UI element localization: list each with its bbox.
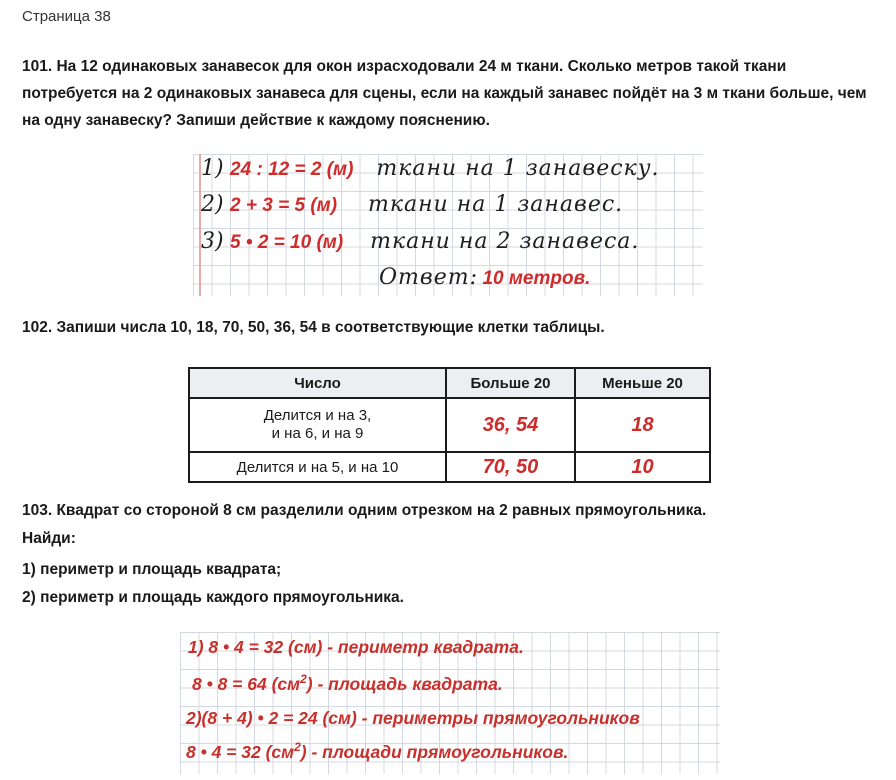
- explanation: ткани на 2 занавеса.: [370, 229, 640, 254]
- superscript: 2: [294, 740, 301, 754]
- solution-text: ) - площади прямоугольников.: [300, 741, 569, 762]
- line-number: 1): [201, 156, 224, 181]
- answer-label: Ответ:: [379, 265, 478, 290]
- table-row: [189, 398, 710, 452]
- cell-less: 18: [575, 398, 710, 452]
- solution-line-2: [201, 192, 623, 217]
- task-101-notebook: [193, 154, 703, 296]
- row-label: Делится и на 5, и на 10: [189, 452, 446, 482]
- answer-line: [379, 265, 590, 290]
- solution-line-3: [201, 229, 639, 254]
- solution-line-1: [201, 156, 659, 181]
- solution-line-1: 1) 8 • 4 = 32 (см) - периметр квадрата.: [188, 637, 524, 657]
- explanation: ткани на 1 занавеску.: [376, 156, 660, 181]
- task-103-line-3: 1) периметр и площадь квадрата;: [22, 561, 282, 578]
- task-103-line-2: Найди:: [22, 530, 76, 547]
- cell-more: 36, 54: [446, 398, 575, 452]
- line-number: 3): [201, 229, 224, 254]
- page-label: Страница 38: [22, 8, 111, 25]
- header-more-20: Больше 20: [446, 368, 575, 398]
- row-label: [189, 398, 446, 452]
- answer-value: 10 метров.: [482, 268, 591, 289]
- task-102-text: 102. Запиши числа 10, 18, 70, 50, 36, 54 в соответствующие клетки таблицы.: [22, 319, 605, 336]
- solution-line-2: [192, 672, 503, 695]
- task-103-line-1: 103. Квадрат со стороной 8 см разделили одним отрезком на 2 равных прямоугольника.: [22, 502, 707, 519]
- expression: 5 • 2 = 10 (м): [230, 232, 344, 253]
- header-less-20: Меньше 20: [575, 368, 710, 398]
- header-number: Число: [189, 368, 446, 398]
- solution-line-3: 2)(8 + 4) • 2 = 24 (см) - периметры прямоугольников: [186, 708, 640, 728]
- row-label-line: Делится и на 3,: [263, 407, 372, 424]
- expression: 24 : 12 = 2 (м): [230, 159, 354, 180]
- expression: 2 + 3 = 5 (м): [230, 195, 338, 216]
- numbers-table: [188, 367, 711, 483]
- solution-text: 8 • 4 = 32 (см: [186, 741, 295, 762]
- task-101-text: 101. На 12 одинаковых занавесок для окон израсходовали 24 м ткани. Сколько метров такой ткани потребуется на 2 одинаковых занавеса для сцены, если на каждый занавес пойдёт на 3 м ткани больше, чем на одну занавеску? Запиши действие к каждому пояснению.: [22, 58, 867, 129]
- solution-text: 8 • 8 = 64 (см: [192, 673, 301, 694]
- cell-more: 70, 50: [446, 452, 575, 482]
- task-103-line-4: 2) периметр и площадь каждого прямоугольника.: [22, 589, 404, 606]
- superscript: 2: [300, 672, 307, 686]
- explanation: ткани на 1 занавес.: [367, 192, 624, 217]
- line-number: 2): [201, 192, 224, 217]
- table-row: [189, 452, 710, 482]
- task-103-notebook: [180, 632, 720, 774]
- solution-text: ) - площадь квадрата.: [306, 673, 503, 694]
- row-label-line: и на 6, и на 9: [271, 425, 364, 442]
- solution-line-4: [186, 740, 568, 763]
- cell-less: 10: [575, 452, 710, 482]
